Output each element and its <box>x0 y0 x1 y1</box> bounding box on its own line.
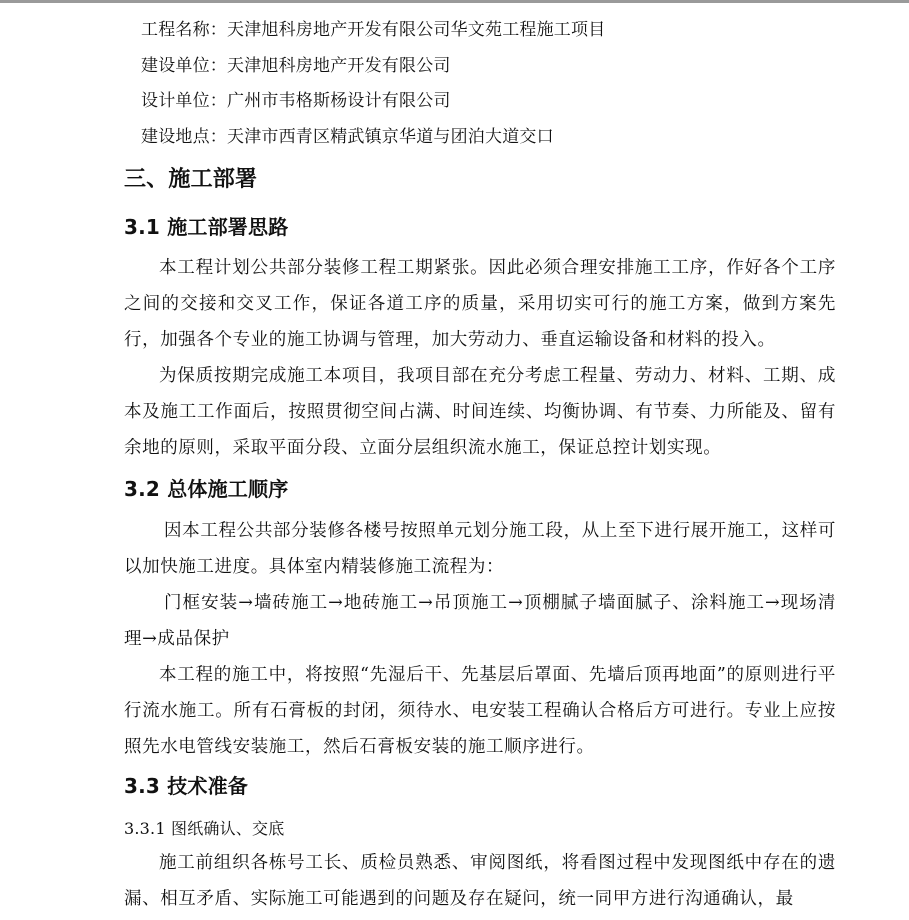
client-line <box>141 55 451 77</box>
project-name-value: 天津旭科房地产开发有限公司华文苑工程施工项目 <box>227 20 606 40</box>
designer-line <box>141 90 451 112</box>
section-3-3-1-heading: 3.3.1 图纸确认、交底 <box>124 819 285 838</box>
section-3-3-1-paragraph-1: 施工前组织各栋号工长、质检员熟悉、审阅图纸，将看图过程中发现图纸中存在的遗漏、相互矛盾、实际施工可能遇到的问题及存在疑问，统一同甲方进行沟通确认，最 <box>124 853 836 909</box>
section-3-2-flow: 门框安装→墙砖施工→地砖施工→吊顶施工→顶棚腻子墙面腻子、涂料施工→现场清理→成品保护 <box>124 593 836 649</box>
section-3-3-heading: 3.3 技术准备 <box>124 774 248 798</box>
client-label: 建设单位： <box>141 56 227 76</box>
project-name-line <box>141 19 605 41</box>
section-3-heading: 三、施工部署 <box>124 166 258 192</box>
designer-label: 设计单位： <box>141 91 227 111</box>
section-3-1-paragraph-1: 本工程计划公共部分装修工程工期紧张。因此必须合理安排施工工序，作好各个工序之间的交接和交叉工作，保证各道工序的质量，采用切实可行的施工方案，做到方案先行，加强各个专业的施工协调与管理，加大劳动力、垂直运输设备和材料的投入。 <box>124 258 836 350</box>
project-name-label: 工程名称： <box>141 20 227 40</box>
section-3-2-heading: 3.2 总体施工顺序 <box>124 477 289 501</box>
section-3-1-paragraph-2: 为保质按期完成施工本项目，我项目部在充分考虑工程量、劳动力、材料、工期、成本及施工工作面后，按照贯彻空间占满、时间连续、均衡协调、有节奏、力所能及、留有余地的原则，采取平面分段、立面分层组织流水施工，保证总控计划实现。 <box>124 366 836 458</box>
designer-value: 广州市韦格斯杨设计有限公司 <box>227 91 451 111</box>
location-line <box>141 126 554 148</box>
location-value: 天津市西青区精武镇京华道与团泊大道交口 <box>227 127 554 147</box>
section-3-2-paragraph-1: 因本工程公共部分装修各楼号按照单元划分施工段，从上至下进行展开施工，这样可以加快施工进度。具体室内精装修施工流程为： <box>124 521 836 577</box>
location-label: 建设地点： <box>141 127 227 147</box>
client-value: 天津旭科房地产开发有限公司 <box>227 56 451 76</box>
section-3-1-heading: 3.1 施工部署思路 <box>124 215 289 239</box>
section-3-2-paragraph-2: 本工程的施工中，将按照“先湿后干、先基层后罩面、先墙后顶再地面”的原则进行平行流水施工。所有石膏板的封闭，须待水、电安装工程确认合格后方可进行。专业上应按照先水电管线安装施工，然后石膏板安装的施工顺序进行。 <box>124 665 836 757</box>
